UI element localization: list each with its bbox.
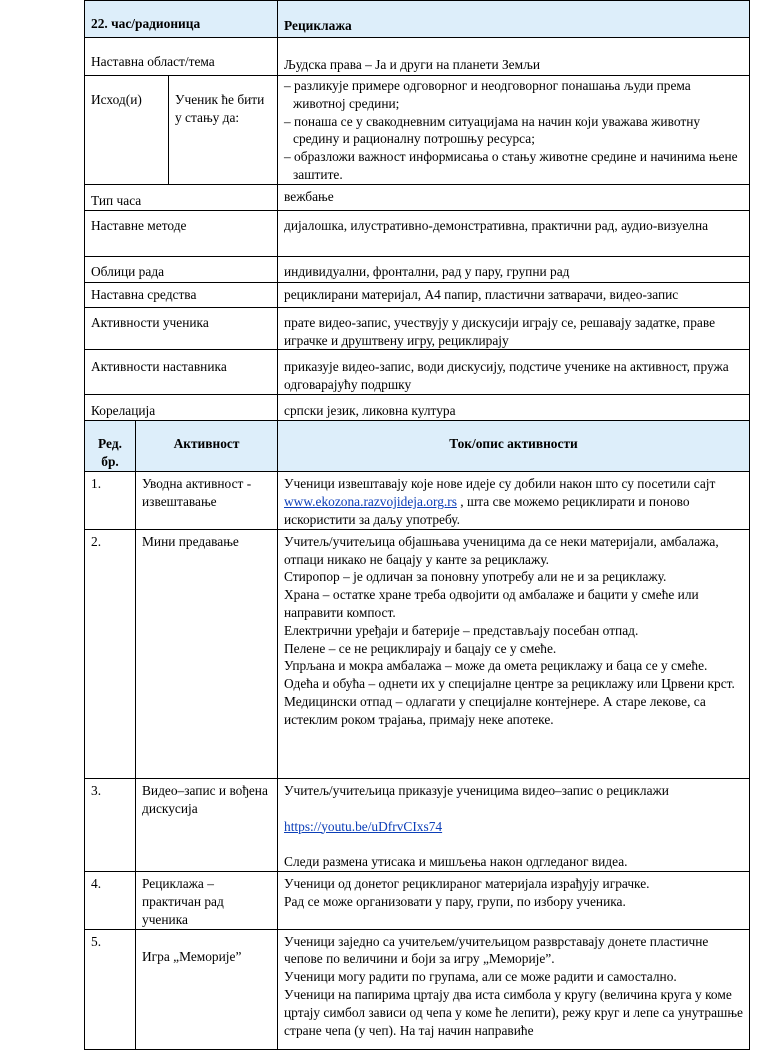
activity-row [85,872,750,929]
activity-number: 2. [85,529,136,778]
correlation-value: српски језик, ликовна култура [278,395,750,421]
spacer [284,800,743,818]
teaching-means-value: рециклирани материјал, А4 папир, пластични затварачи, видео-запис [278,282,750,307]
activity-paragraph: Упрљана и мокра амбалажа – може да омета рециклажу и баца се у смеће. [284,658,708,674]
lesson-plan-table [84,0,750,1050]
topic-value: Људска права – Ја и други на планети Земљи [278,38,750,76]
lesson-number: 22. час/радионица [85,1,278,38]
activity-number: 5. [85,929,136,1049]
activity-paragraph: Ученици могу радити по групама, али се може радити и самостално. [284,969,677,985]
methods-value: дијалошка, илустративно-демонстративна, практични рад, аудио-визуелна [278,210,750,256]
teacher-activities-value: приказује видео-запис, води дискусију, подстиче ученике на активност, пружа одговарајућу подршку [278,350,750,395]
methods-label: Наставне методе [85,210,278,256]
topic-row [85,38,750,76]
lesson-header-row [85,1,750,38]
lesson-title: Рециклажа [278,1,750,38]
outcomes-list [278,76,750,185]
spacer [284,835,743,853]
lesson-type-row [85,184,750,210]
work-forms-row [85,256,750,282]
student-activities-value: прате видео-запис, учествују у дискусији играју се, решавају задатке, праве играчке и друштвену игру, рециклирају [278,307,750,350]
outcomes-row [85,76,750,185]
activity-description-header: Ток/опис активности [278,421,750,472]
activity-text: Ученици извештавају које нове идеје су добили након што су посетили сајт [284,476,716,492]
activity-paragraph: Учитељ/учитељица објашњава ученицима да се неки материјали, амбалажа, отпаци никако не бацају у канте за рециклажу. [284,533,719,567]
ekozona-link[interactable]: www.ekozona.razvojideja.org.rs [284,494,457,510]
work-forms-value: индивидуални, фронтални, рад у пару, групни рад [278,256,750,282]
activity-text: , шта све можемо рециклирати и поново искористити за даљу употребу. [284,494,690,527]
activity-paragraph: Пелене – се не рециклирају и бацају се у смеће. [284,640,557,656]
topic-label: Наставна област/тема [85,38,278,76]
activity-header-row [85,421,750,472]
teacher-activities-row [85,350,750,395]
activity-number: 1. [85,472,136,529]
lesson-type-value: вежбање [278,184,750,210]
activity-description [278,929,750,1049]
activity-paragraph: Следи размена утисака и мишљења након одгледаног видеа. [284,854,628,870]
activity-paragraph: Ученици на папирима цртају два иста симбола у кругу (величина круга у коме цртају симбол зависи од чепа у коме ће лепити), режу круг и лепе са унутрашње стране чепа (у чеп). На тај начин направиће [284,986,743,1038]
outcome-sublabel: Ученик ће бити у стању да: [169,76,278,185]
activity-name: Видео–запис и вођена дискусија [136,778,278,871]
teaching-means-label: Наставна средства [85,282,278,307]
activity-paragraph: Електрични уређаји и батерије – представљају посебан отпад. [284,622,639,638]
activity-paragraph: Храна – остатке хране треба одвојити од амбалаже и бацити у смеће или направити компост. [284,587,699,620]
activity-row [85,778,750,871]
activity-paragraph: Медицински отпад – одлагати у специјалне контејнере. А старе лекове, са истеклим роком трајања, примају неке апотеке. [284,693,706,727]
activity-number-header: Ред. бр. [85,421,136,472]
work-forms-label: Облици рада [85,256,278,282]
activity-paragraph: Учитељ/учитељица приказује ученицима видео–запис о рециклажи [284,782,669,798]
teacher-activities-label: Активности наставника [85,350,278,395]
activity-paragraph: Стиропор – је одличан за поновну употребу али не и за рециклажу. [284,569,667,585]
activity-paragraph: Ученици заједно са учитељем/учитељицом разврставају донете пластичне чепове по величини и боји за игру „Меморије”. [284,933,709,967]
activity-name: Мини предавање [136,529,278,778]
activity-description [278,472,750,529]
activity-name-header: Активност [136,421,278,472]
outcome-label: Исход(и) [85,76,169,185]
activity-number: 4. [85,872,136,929]
activity-row [85,529,750,778]
correlation-label: Корелација [85,395,278,421]
activity-name: Игра „Меморије” [136,929,278,1049]
teaching-means-row [85,282,750,307]
student-activities-label: Активности ученика [85,307,278,350]
correlation-row [85,395,750,421]
activity-row [85,929,750,1049]
youtube-link[interactable]: https://youtu.be/uDfrvCIxs74 [284,818,443,834]
student-activities-row [85,307,750,350]
activity-paragraph: Одећа и обућа – однети их у специјалне центре за рециклажу или Црвени крст. [284,676,735,692]
activity-name: Рециклажа – практичан рад ученика [136,872,278,929]
activity-description [278,872,750,929]
activity-row [85,472,750,529]
methods-row [85,210,750,256]
lesson-type-label: Тип часа [85,184,278,210]
activity-description [278,778,750,871]
activity-paragraph: Рад се може организовати у пару, групи, по избору ученика. [284,893,626,909]
activity-description [278,529,750,778]
outcome-item: – разликује примере одговорног и неодговорног понашања људи према животној средини; [284,78,691,111]
outcome-item: – образложи важност информисања о стању животне средине и начинима њене заштите. [284,149,738,182]
activity-number: 3. [85,778,136,871]
outcome-item: – понаша се у свакодневним ситуацијама на начин који уважава животну средину и рационалну потрошњу ресурса; [284,113,701,147]
activity-paragraph: Ученици од донетог рециклираног материјала израђују играчке. [284,876,650,892]
activity-name: Уводна активност - извештавање [136,472,278,529]
